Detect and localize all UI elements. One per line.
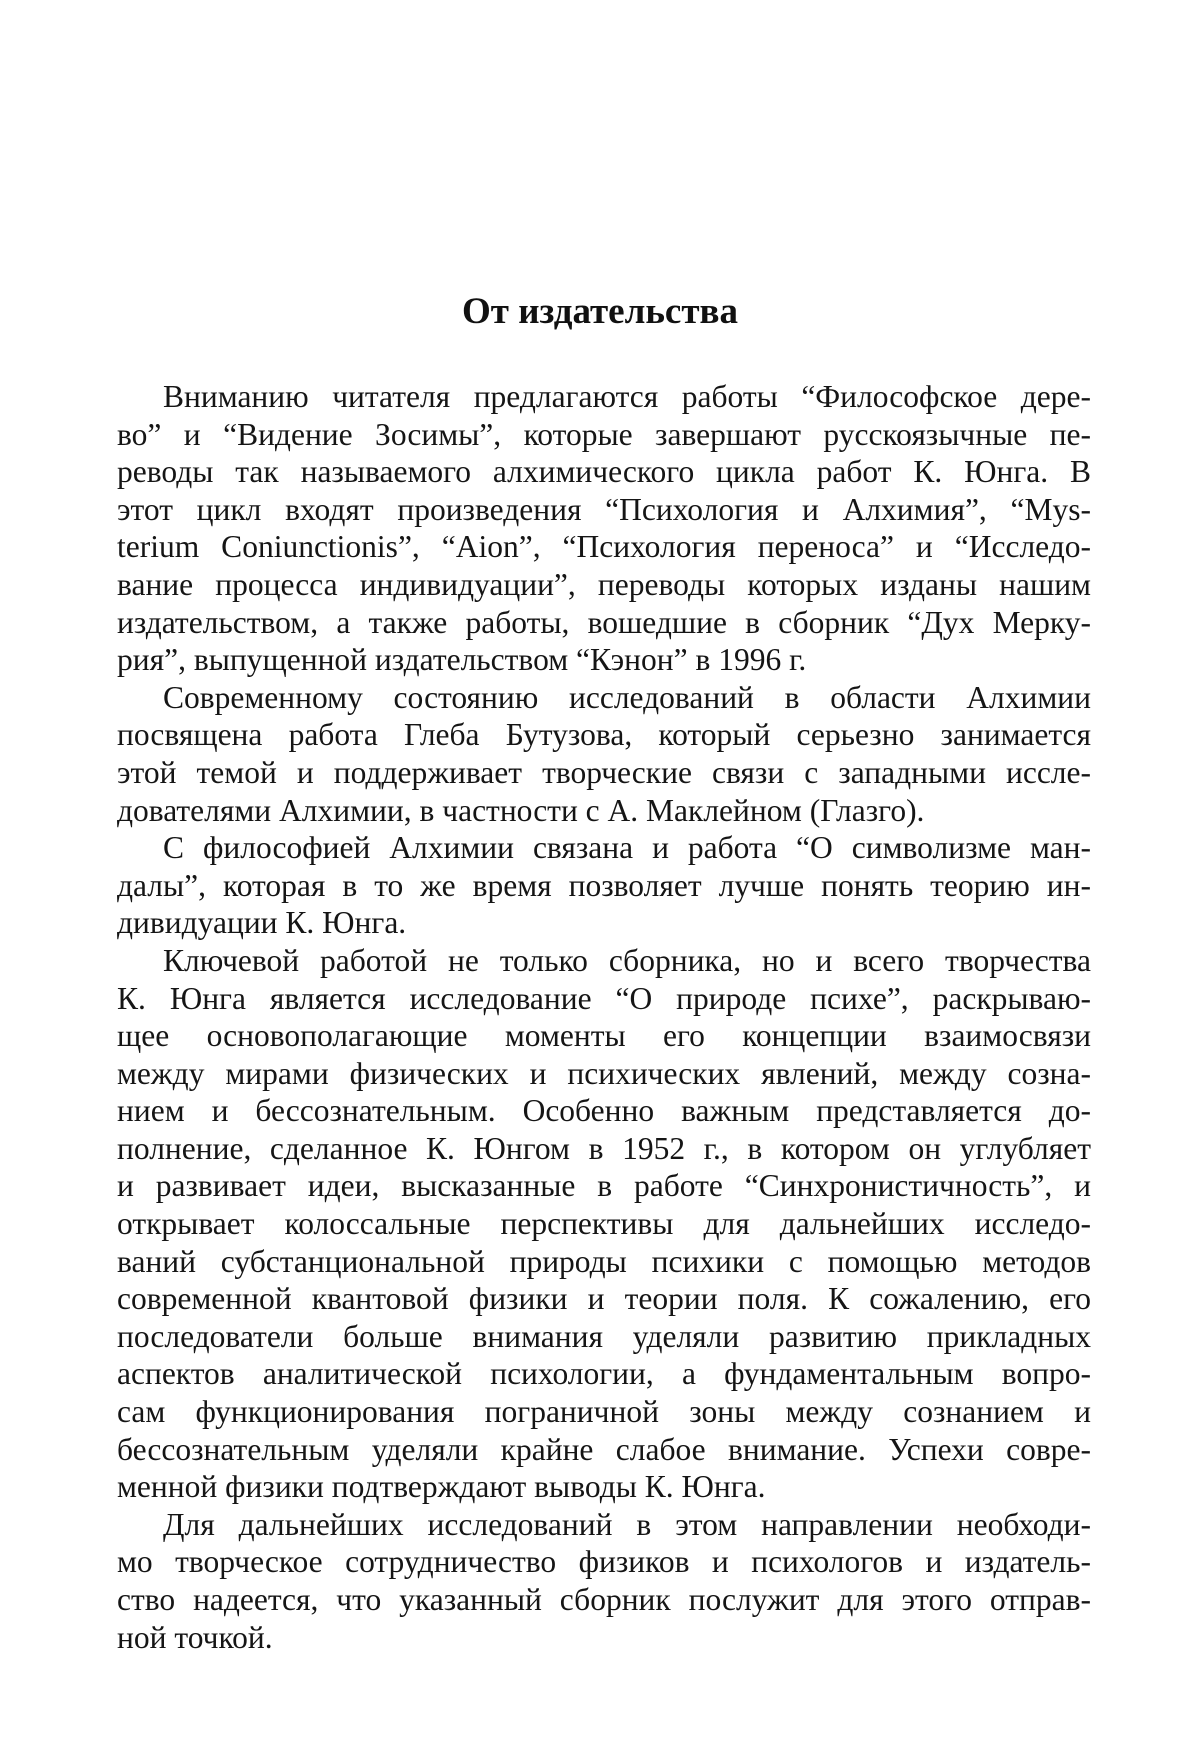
text-line: ной точкой. (117, 1619, 1091, 1657)
text-line: реводы так называемого алхимического цикла работ К. Юнга. В (117, 453, 1091, 491)
book-page (0, 0, 1200, 1743)
text-line: открывает колоссальные перспективы для дальнейших исследо- (117, 1205, 1091, 1243)
body-text (117, 378, 1091, 1656)
text-line: вание процесса индивидуации”, переводы которых изданы нашим (117, 566, 1091, 604)
text-line: нием и бессознательным. Особенно важным представляется до- (117, 1092, 1091, 1130)
text-line: Современному состоянию исследований в области Алхимии (117, 679, 1091, 717)
text-line: и развивает идеи, высказанные в работе “Синхронистичность”, и (117, 1167, 1091, 1205)
text-line: Ключевой работой не только сборника, но и всего творчества (117, 942, 1091, 980)
text-line: посвящена работа Глеба Бутузова, который серьезно занимается (117, 716, 1091, 754)
text-line: дивидуации К. Юнга. (117, 904, 1091, 942)
paragraph (117, 829, 1091, 942)
text-line: ство надеется, что указанный сборник послужит для этого отправ- (117, 1581, 1091, 1619)
text-line: аспектов аналитической психологии, а фундаментальным вопро- (117, 1355, 1091, 1393)
text-line: К. Юнга является исследование “О природе психе”, раскрываю- (117, 980, 1091, 1018)
paragraph (117, 378, 1091, 679)
text-line: дователями Алхимии, в частности с А. Маклейном (Глазго). (117, 792, 1091, 830)
text-line: Для дальнейших исследований в этом направлении необходи- (117, 1506, 1091, 1544)
text-line: С философией Алхимии связана и работа “О символизме ман- (117, 829, 1091, 867)
text-line: сам функционирования пограничной зоны между сознанием и (117, 1393, 1091, 1431)
text-line: между мирами физических и психических явлений, между созна- (117, 1055, 1091, 1093)
page-title: От издательства (0, 290, 1200, 333)
text-line: этот цикл входят произведения “Психология и Алхимия”, “Mys- (117, 491, 1091, 529)
text-line: мо творческое сотрудничество физиков и психологов и издатель- (117, 1543, 1091, 1581)
paragraph (117, 679, 1091, 829)
paragraph (117, 1506, 1091, 1656)
text-line: ваний субстанциональной природы психики с помощью методов (117, 1243, 1091, 1281)
text-line: рия”, выпущенной издательством “Кэнон” в 1996 г. (117, 641, 1091, 679)
text-line: полнение, сделанное К. Юнгом в 1952 г., в котором он углубляет (117, 1130, 1091, 1168)
text-line: щее основополагающие моменты его концепции взаимосвязи (117, 1017, 1091, 1055)
text-line: последователи больше внимания уделяли развитию прикладных (117, 1318, 1091, 1356)
text-line: современной квантовой физики и теории поля. К сожалению, его (117, 1280, 1091, 1318)
text-line: во” и “Видение Зосимы”, которые завершают русскоязычные пе- (117, 416, 1091, 454)
text-line: Вниманию читателя предлагаются работы “Философское дере- (117, 378, 1091, 416)
text-line: издательством, а также работы, вошедшие в сборник “Дух Мерку- (117, 604, 1091, 642)
text-line: terium Coniunctionis”, “Aion”, “Психология переноса” и “Исследо- (117, 528, 1091, 566)
paragraph (117, 942, 1091, 1506)
text-line: менной физики подтверждают выводы К. Юнга. (117, 1468, 1091, 1506)
text-line: этой темой и поддерживает творческие связи с западными иссле- (117, 754, 1091, 792)
text-line: бессознательным уделяли крайне слабое внимание. Успехи совре- (117, 1431, 1091, 1469)
text-line: далы”, которая в то же время позволяет лучше понять теорию ин- (117, 867, 1091, 905)
